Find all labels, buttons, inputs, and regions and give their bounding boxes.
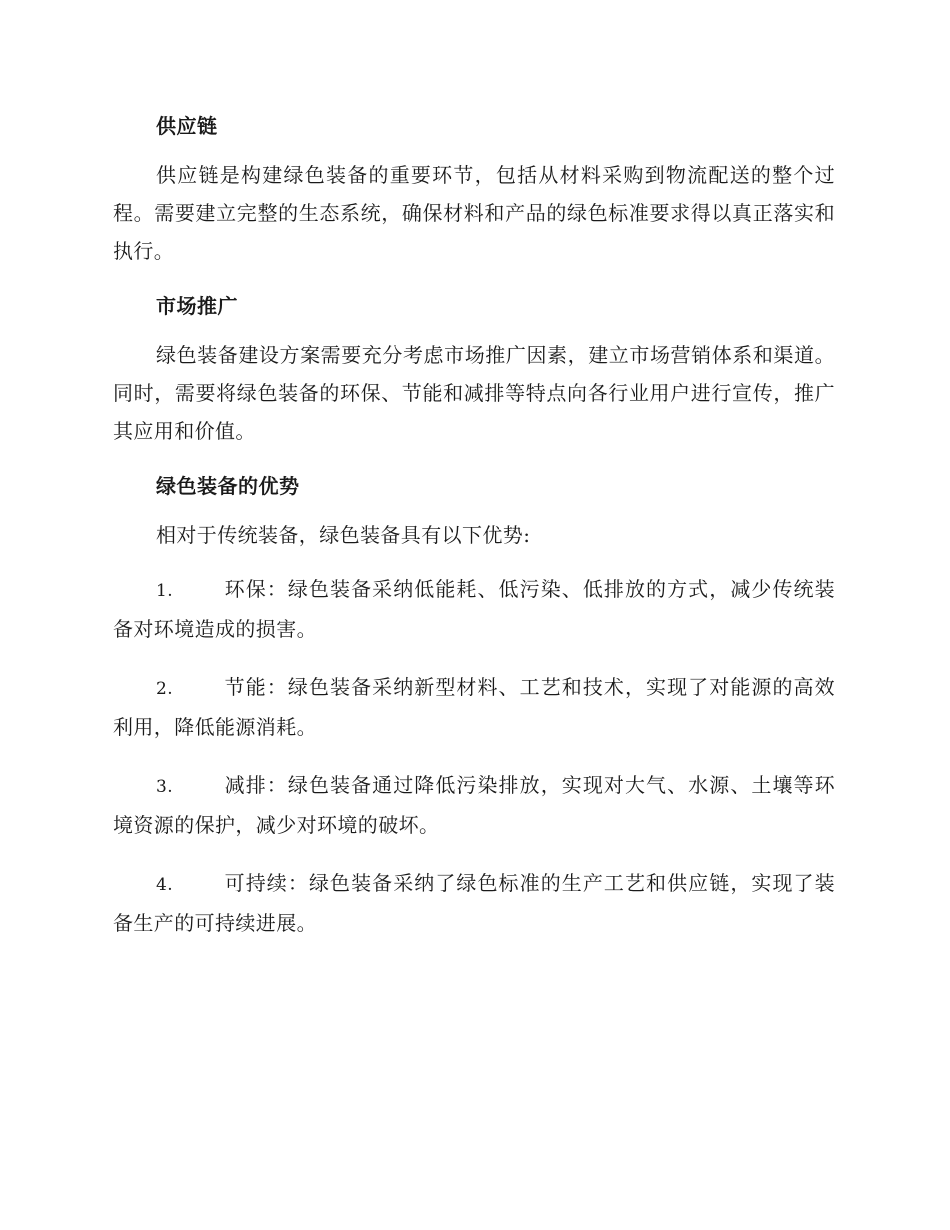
list-item-text: 减排：绿色装备通过降低污染排放，实现对大气、水源、土壤等环境资源的保护，减少对环境的破坏。 [113, 773, 835, 837]
list-item-number: 3. [156, 777, 174, 797]
list-item [113, 864, 835, 942]
list-item [113, 668, 835, 746]
advantages-list [113, 570, 835, 942]
list-item [113, 570, 835, 648]
list-item-number: 2. [156, 679, 174, 699]
section-body-marketing: 绿色装备建设方案需要充分考虑市场推广因素，建立市场营销体系和渠道。同时，需要将绿色装备的环保、节能和减排等特点向各行业用户进行宣传，推广其应用和价值。 [113, 343, 835, 443]
section-heading-marketing: 市场推广 [156, 294, 238, 318]
section-heading-advantages: 绿色装备的优势 [156, 474, 300, 498]
list-item-text: 可持续：绿色装备采纳了绿色标准的生产工艺和供应链，实现了装备生产的可持续进展。 [113, 871, 835, 935]
list-item-text: 环保：绿色装备采纳低能耗、低污染、低排放的方式，减少传统装备对环境造成的损害。 [113, 577, 835, 641]
document-page [113, 106, 835, 962]
list-item [113, 766, 835, 844]
list-item-number: 4. [156, 875, 174, 895]
section-heading-supply-chain: 供应链 [156, 114, 218, 138]
section-body-advantages-intro: 相对于传统装备，绿色装备具有以下优势: [156, 523, 531, 547]
list-item-number: 1. [156, 581, 174, 601]
section-body-supply-chain: 供应链是构建绿色装备的重要环节，包括从材料采购到物流配送的整个过程。需要建立完整的生态系统，确保材料和产品的绿色标准要求得以真正落实和执行。 [113, 163, 835, 263]
list-item-text: 节能：绿色装备采纳新型材料、工艺和技术，实现了对能源的高效利用，降低能源消耗。 [113, 675, 835, 739]
